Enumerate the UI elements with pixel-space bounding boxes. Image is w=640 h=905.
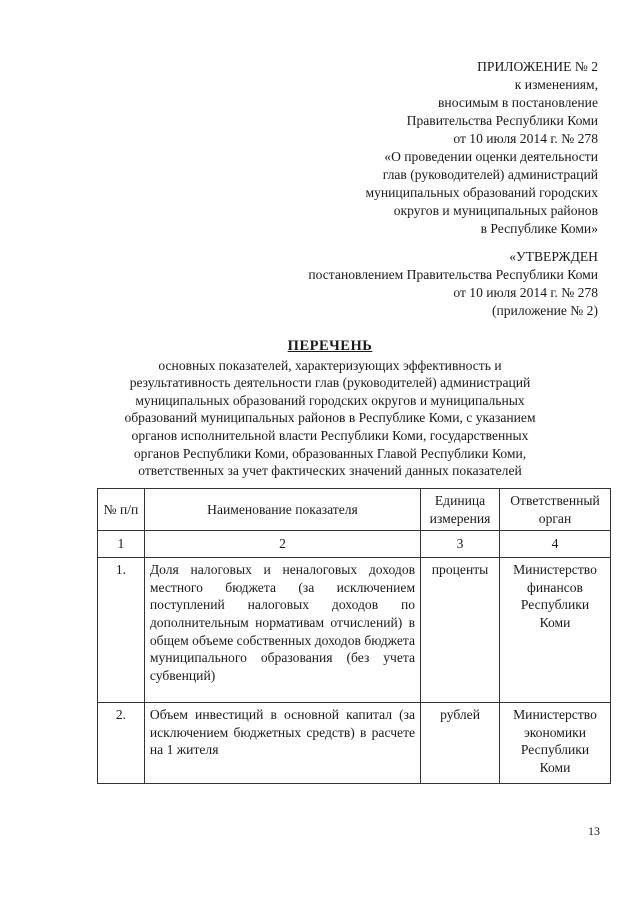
responsible-organ: Министерство экономики Республики Коми [500,703,611,784]
appendix-line: глав (руководителей) администраций [382,167,598,182]
approval-line: (приложение № 2) [491,303,598,318]
header-org: Ответственный орган [500,489,611,531]
appendix-line: ПРИЛОЖЕНИЕ № 2 [477,59,598,74]
header-name: Наименование показателя [144,489,420,531]
title-line: образований муниципальных районов в Республике Коми, с указанием [124,410,536,426]
document-heading: ПЕРЕЧЕНЬ [287,338,373,354]
column-number: 2 [144,531,420,558]
responsible-organ: Министерство финансов Республики Коми [500,558,611,703]
table-row [98,703,611,784]
column-number: 3 [421,531,500,558]
row-number: 1. [98,558,145,703]
indicator-name: Доля налоговых и неналоговых доходов местного бюджета (за исключением поступлений налоговых доходов по дополнительным нормативам отчислений) в общем объеме собственных доходов бюджета муниципального образования (без учета субвенций) [144,558,420,703]
table-row [98,558,611,703]
approval-line: «УТВЕРЖДЕН [509,249,598,264]
title-line: органов исполнительной власти Республики Коми, государственных [131,427,529,443]
row-number: 2. [98,703,145,784]
appendix-line: округов и муниципальных районов [393,203,598,218]
indicators-table [97,488,611,784]
table-header-row [98,489,611,531]
appendix-line: «О проведении оценки деятельности [384,149,598,164]
page-number: 13 [588,824,600,838]
appendix-line: в Республике Коми» [480,221,598,236]
appendix-line: вносимым в постановление [438,95,598,110]
header-unit: Единица измерения [421,489,500,531]
approval-line: от 10 июля 2014 г. № 278 [453,285,598,300]
document-title-block [95,338,565,480]
column-number: 1 [98,531,145,558]
indicator-unit: проценты [421,558,500,703]
appendix-line: Правительства Республики Коми [406,113,598,128]
column-numbering-row [98,531,611,558]
approval-stamp-text [308,248,598,320]
title-line: органов Республики Коми, образованных Главой Республики Коми, [133,445,527,461]
appendix-line: к изменениям, [514,77,598,92]
appendix-header [365,58,598,238]
indicator-name: Объем инвестиций в основной капитал (за исключением бюджетных средств) в расчете на 1 жителя [144,703,420,784]
title-line: муниципальных образований городских округов и муниципальных [135,392,525,408]
column-number: 4 [500,531,611,558]
indicator-unit: рублей [421,703,500,784]
title-line: результативность деятельности глав (руководителей) администраций [129,375,531,391]
appendix-line: от 10 июля 2014 г. № 278 [453,131,598,146]
approval-line: постановлением Правительства Республики Коми [308,267,598,282]
title-line: основных показателей, характеризующих эффективность и [158,357,502,373]
title-line: ответственных за учет фактических значений данных показателей [138,463,522,479]
header-num: № п/п [98,489,145,531]
appendix-line: муниципальных образований городских [365,185,598,200]
